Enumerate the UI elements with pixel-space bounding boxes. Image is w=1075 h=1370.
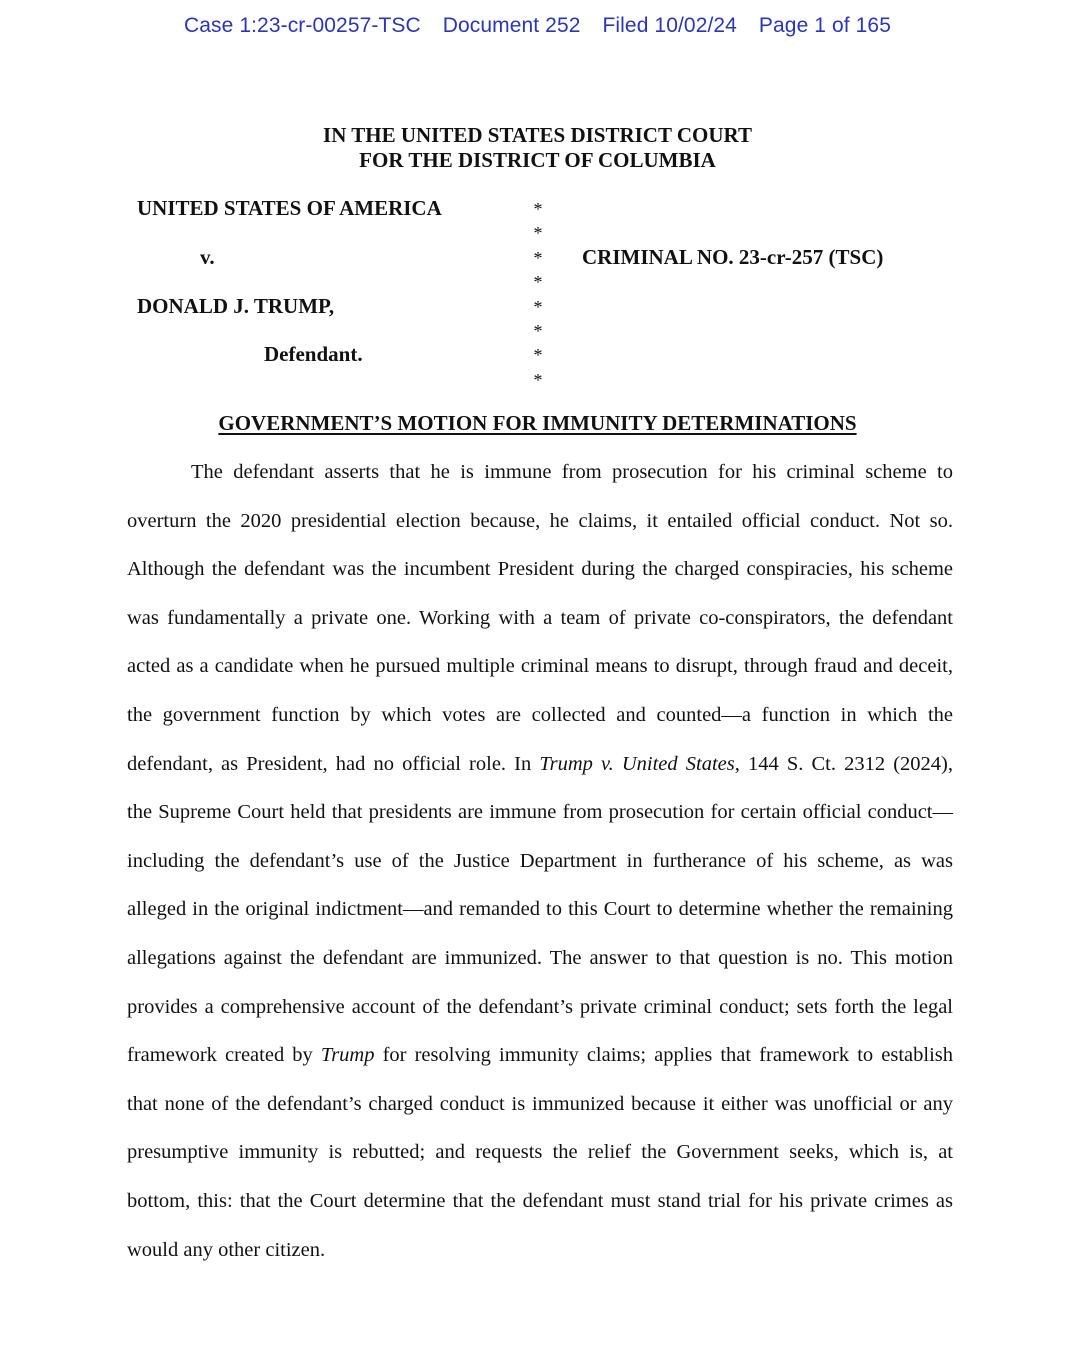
body-line xyxy=(127,1031,953,1080)
body-line xyxy=(127,740,953,789)
court-heading xyxy=(0,123,1075,173)
motion-title: GOVERNMENT’S MOTION FOR IMMUNITY DETERMINATIONS xyxy=(218,411,857,435)
star-mark: * xyxy=(533,199,543,219)
filed-date-stamp: Filed 10/02/24 xyxy=(602,14,737,37)
body-line: alleged in the original indictment—and remanded to this Court to determine whether the remaining xyxy=(127,898,953,921)
body-line: the Supreme Court held that presidents are immune from prosecution for certain official conduct— xyxy=(127,801,953,824)
body-line: presumptive immunity is rebutted; and requests the relief the Government seeks, which is, at xyxy=(127,1141,953,1164)
star-mark: * xyxy=(533,345,543,366)
page-count-stamp: Page 1 of 165 xyxy=(758,14,891,37)
star-mark: * xyxy=(533,247,543,268)
caption-defendant-name: DONALD J. TRUMP, xyxy=(137,294,335,318)
case-citation-italic: Trump xyxy=(320,1044,375,1067)
caption-plaintiff: UNITED STATES OF AMERICA xyxy=(137,196,442,220)
caption-star-divider xyxy=(530,197,546,392)
caption-versus: v. xyxy=(200,245,215,269)
body-line: bottom, this: that the Court determine that the defendant must stand trial for his private crimes as xyxy=(127,1189,953,1212)
body-text-run: , 144 S. Ct. 2312 (2024), xyxy=(734,752,953,775)
body-line: The defendant asserts that he is immune from prosecution for his criminal scheme to xyxy=(191,461,953,483)
star-mark: * xyxy=(533,369,543,390)
case-citation-italic: Trump v. United States xyxy=(539,752,735,775)
motion-body-paragraph xyxy=(127,448,953,1274)
criminal-case-number: CRIMINAL NO. 23-cr-257 (TSC) xyxy=(582,245,884,269)
star-mark: * xyxy=(533,296,543,317)
body-line: would any other citizen. xyxy=(127,1238,326,1261)
body-line: Although the defendant was the incumbent President during the charged conspiracies, his scheme xyxy=(127,558,953,581)
body-text-run: defendant, as President, had no official role. In xyxy=(127,752,540,775)
body-line: that none of the defendant’s charged conduct is immunized because it either was unofficial or any xyxy=(127,1092,953,1115)
court-name: IN THE UNITED STATES DISTRICT COURT xyxy=(323,123,752,147)
star-mark: * xyxy=(533,321,543,342)
court-district: FOR THE DISTRICT OF COLUMBIA xyxy=(359,148,716,172)
body-line: overturn the 2020 presidential election because, he claims, it entailed official conduct. Not so. xyxy=(127,509,953,532)
star-mark: * xyxy=(533,272,543,293)
ecf-filing-header xyxy=(0,14,1075,38)
body-line: acted as a candidate when he pursued multiple criminal means to disrupt, through fraud and deceit, xyxy=(127,655,953,678)
body-line: provides a comprehensive account of the defendant’s private criminal conduct; sets forth the legal xyxy=(127,995,953,1018)
body-line: was fundamentally a private one. Working with a team of private co-conspirators, the defendant xyxy=(127,606,953,629)
case-number-stamp: Case 1:23-cr-00257-TSC xyxy=(183,14,421,37)
body-line: including the defendant’s use of the Justice Department in furtherance of his scheme, as was xyxy=(127,849,953,872)
caption-defendant-role: Defendant. xyxy=(264,342,363,366)
star-mark: * xyxy=(533,223,543,244)
body-text-run: framework created by xyxy=(127,1044,321,1067)
body-text-run: for resolving immunity claims; applies that framework to establish xyxy=(374,1044,953,1067)
body-line: allegations against the defendant are immunized. The answer to that question is no. This motion xyxy=(127,946,953,969)
document-number-stamp: Document 252 xyxy=(442,14,581,37)
body-line: the government function by which votes are collected and counted—a function in which the xyxy=(127,703,953,726)
